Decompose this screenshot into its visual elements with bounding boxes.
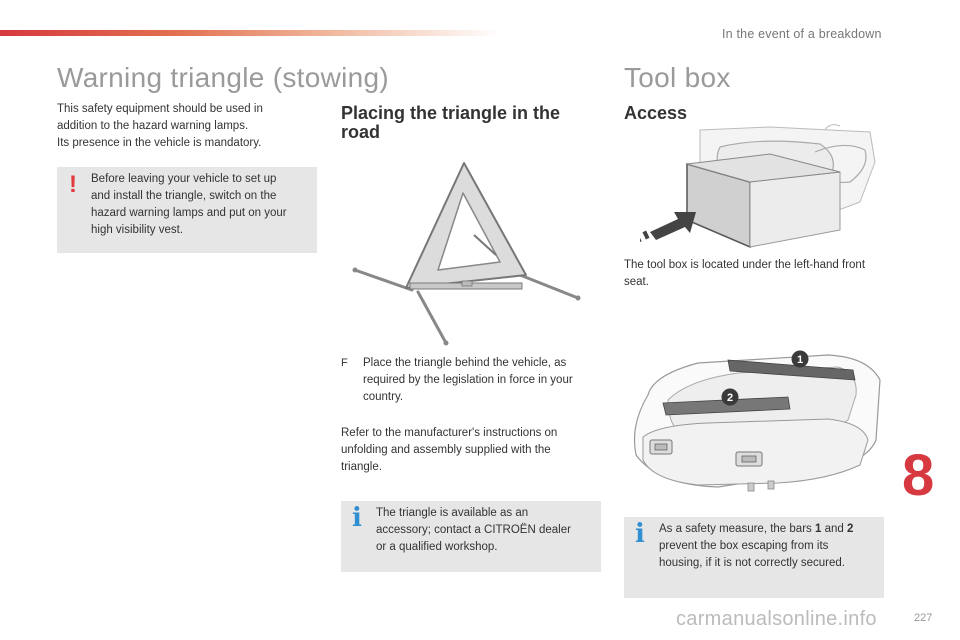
info-line: housing, if it is not correctly secured.: [659, 557, 845, 569]
info-icon: i: [352, 503, 362, 533]
intro-line: addition to the hazard warning lamps.: [57, 120, 249, 132]
bar-2-ref: 2: [846, 523, 854, 535]
triangle-info-box: [341, 501, 601, 572]
info-line: prevent the box escaping from its: [659, 540, 829, 552]
bar-1-ref: 1: [814, 523, 822, 535]
placement-line: country.: [363, 391, 404, 403]
callout-2-label: 2: [726, 392, 734, 404]
callout-1-label: 1: [796, 354, 804, 366]
tool-box-title: Tool box: [624, 62, 731, 93]
page-number: 227: [914, 612, 933, 624]
intro-line: Its presence in the vehicle is mandatory.: [57, 137, 262, 149]
section-title: In the event of a breakdown: [722, 27, 882, 41]
info-line: or a qualified workshop.: [376, 541, 498, 553]
heading-line: Placing the triangle in the: [341, 103, 561, 123]
chapter-number: 8: [902, 443, 935, 508]
tool-box-info-box: [624, 517, 884, 598]
info-text: and: [821, 523, 847, 535]
tool-box-location-text: [624, 257, 892, 291]
warning-line: Before leaving your vehicle to set up: [91, 173, 277, 185]
refer-line: Refer to the manufacturer's instructions on: [341, 427, 558, 439]
header-accent-bar: [0, 30, 500, 36]
info-line: [659, 521, 881, 538]
placement-instruction: [341, 355, 601, 407]
info-text: As a safety measure, the bars: [659, 523, 815, 535]
intro-line: This safety equipment should be used in: [57, 103, 263, 115]
location-line: seat.: [624, 276, 649, 288]
tool-box-bars-illustration: [628, 345, 886, 500]
warning-triangle-illustration: [350, 155, 590, 350]
warning-triangle-title: Warning triangle (stowing): [57, 62, 390, 93]
placement-text: [363, 355, 593, 406]
info-line: The triangle is available as an: [376, 507, 529, 519]
warning-triangle-intro: [57, 101, 317, 152]
placement-line: Place the triangle behind the vehicle, as: [363, 357, 567, 369]
warning-line: hazard warning lamps and put on your: [91, 207, 287, 219]
triangle-info-text: [376, 505, 598, 556]
tool-box-info-text: [659, 521, 881, 572]
placing-triangle-heading: [341, 104, 601, 142]
placement-line: required by the legislation in force in your: [363, 374, 573, 386]
refer-line: unfolding and assembly supplied with the: [341, 444, 551, 456]
watermark: carmanualsonline.info: [676, 608, 877, 630]
warning-line: and install the triangle, switch on the: [91, 190, 277, 202]
warning-box: [57, 167, 317, 253]
info-line: accessory; contact a CITROËN dealer: [376, 524, 571, 536]
seat-tool-box-illustration: [640, 122, 890, 252]
manufacturer-instructions-note: [341, 425, 601, 476]
warning-box-text: [91, 171, 313, 239]
heading-line: road: [341, 122, 381, 142]
access-heading: Access: [624, 103, 688, 123]
warning-exclamation-icon: !: [69, 171, 77, 198]
info-icon: i: [635, 519, 645, 549]
warning-line: high visibility vest.: [91, 224, 184, 236]
bullet-marker-icon: F: [341, 357, 348, 369]
refer-line: triangle.: [341, 461, 382, 473]
location-line: The tool box is located under the left-hand front: [624, 259, 866, 271]
